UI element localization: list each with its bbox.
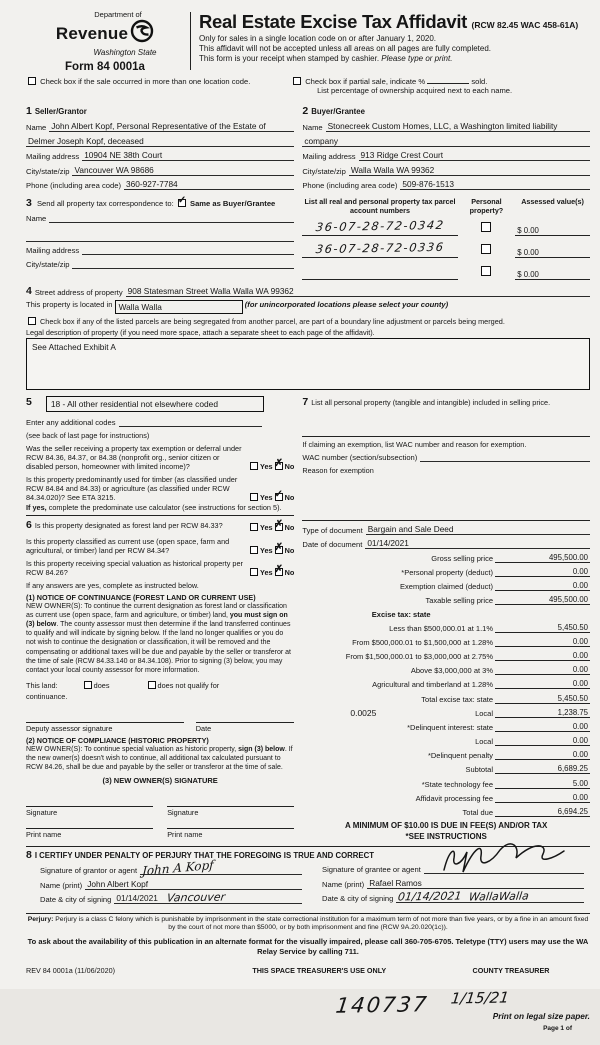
- correspondence-label: Send all property tax correspondence to:: [36, 198, 174, 208]
- header-note-2: This affidavit will not be accepted unless all areas on all pages are fully completed.: [199, 44, 492, 53]
- owner-signature-field-2[interactable]: Signature: [167, 795, 294, 817]
- treasurer-stamp-date: 1/15/21: [449, 988, 511, 1008]
- treasurer-use-label: THIS SPACE TREASURER'S USE ONLY: [252, 965, 387, 975]
- accessibility-note: To ask about the availability of this publication in an alternate format for the visually impaired, please call 360-705-6705. Teletype (TTY) users may use the WA Relay Service by calling 711.: [27, 937, 589, 956]
- legal-description-field[interactable]: See Attached Exhibit A: [26, 338, 590, 390]
- header-note-3: This form is your receipt when stamped by cashier. Please type or print.: [199, 54, 453, 63]
- page-number-note: Page 1 of: [543, 1024, 572, 1032]
- current-use-yes-checkbox[interactable]: [250, 546, 258, 554]
- new-owners-signature-title: (3) NEW OWNER(S) SIGNATURE: [102, 776, 218, 786]
- grantee-printed-name-field[interactable]: Rafael Ramos: [367, 878, 584, 889]
- subtotal-field[interactable]: 6,689.25: [495, 764, 590, 774]
- total-due-field[interactable]: 6,694.25: [495, 807, 590, 817]
- section-5: 5 18 - All other residential not elsewhere coded Enter any additional codes (see back of last page for instructions) Was the seller receiving a property tax exemption or deferral under RCW 84.36, 84.37, or 84.38 (nonprofit org., senior citizen or disabled person, homeowner with limited income)? Yes ✗ No Is this property predominantly used for timber (as classified under RCW 84.84 and 84.33) or agriculture (as classified under RCW 84.34.020)? See ETA 3215. Yes ✓ No If yes, complete the predominate use calculator (see instructions for section 5).: [26, 396, 294, 516]
- timber-yes-checkbox[interactable]: [250, 493, 258, 501]
- parcel-row-3: [302, 261, 590, 280]
- parcel-row-2: [302, 239, 590, 258]
- wac-number-field[interactable]: [420, 452, 590, 462]
- grantor-date-city-field[interactable]: 01/14/2021 Vancouver: [114, 893, 302, 904]
- header-divider: [190, 12, 191, 70]
- historic-no-checkbox[interactable]: ✗: [274, 563, 284, 575]
- street-address-field[interactable]: 908 Statesman Street Walla Walla WA 99362: [126, 286, 590, 297]
- form-header: [26, 10, 590, 73]
- affidavit-processing-fee-field[interactable]: 0.00: [495, 793, 590, 803]
- assessed-values-header: Assessed value(s): [521, 196, 584, 206]
- local-rate-field[interactable]: 0.0025: [350, 707, 377, 718]
- seller-title: Seller/Grantor: [34, 107, 87, 116]
- grantee-signature-field[interactable]: [424, 864, 584, 874]
- current-use-question: Is this property classified as current use (open space, farm and agricultural, or timber) land per RCW 84.34?: [26, 536, 230, 555]
- legal-description-label: Legal description of property (if you need more space, attach a separate sheet to each page of the affidavit).: [26, 328, 375, 337]
- forest-yes-checkbox[interactable]: [250, 523, 258, 531]
- parcel-row-1: [302, 217, 590, 236]
- multi-location-label: Check box if the sale occurred in more than one location code.: [40, 77, 251, 86]
- correspondence-mailing-field[interactable]: [82, 245, 294, 255]
- form-revision: REV 84 0001a (11/06/2020): [26, 965, 115, 975]
- excise-tier1-field[interactable]: 5,450.50: [495, 623, 590, 633]
- current-use-no-checkbox[interactable]: ✗: [274, 541, 284, 553]
- dor-logo-block: [26, 10, 184, 73]
- forest-no-checkbox[interactable]: ✗: [274, 519, 284, 531]
- segregated-checkbox[interactable]: [28, 317, 36, 325]
- county-select[interactable]: Walla Walla: [115, 300, 243, 314]
- personal-property-checkbox-2[interactable]: [481, 244, 491, 254]
- parcel-numbers-header: List all real and personal property tax parcel account numbers: [304, 196, 456, 215]
- section-6: 6 Is this property designated as forest land per RCW 84.33? Yes ✗ No Is this property classified as current use (open space, farm and agricultural, or timber) land per RCW 84.34? Yes ✗ No Is this property receiving special valuation as historical property per RCW 84.26? Yes ✗ No If any answers are yes, complete as instructed below. (1) NOTICE OF CONTINUANCE (FOREST LAND OR CURRENT USE) NEW OWNER(S): To continue the current designation as forest land or classification as current use (open space, farm and agriculture, or timber) land, you must sign on (3) below. The county assessor must then determine if the land transferred continues to qualify and will indicate by signing below. If the land no longer qualifies or you do not wish to continue the designation or classification, it will be removed and the compensating or additional taxes will be due and payable by the seller or transferor at the time of sale (RCW 84.33.140 or 84.34.108). Prior to signing (3) below, you may contact your local county assessor for more information. This land: does does not qualify for continuance. Deputy assessor signature Date (2) NOTICE OF COMPLIANCE (HISTORIC PROPERTY) NEW OWNER(S): To continue special valuation as historic property, sign (3) below. If the new owner(s) doesn't wish to continue, all additional tax calculated pursuant to RCW 84.26, shall be due and payable by the seller or transferor at the time of sale. (3) NEW OWNER(S) SIGNATURE Signature Signature Print name Print name: [26, 519, 295, 840]
- personal-property-checkbox-3[interactable]: [481, 266, 491, 276]
- notice1-body: NEW OWNER(S): To continue the current designation as forest land or classification as current use (open space, farm and agriculture, or timber) land, you must sign on (3) below. The county assessor must then determine if the land transferred continues to qualify and will indicate by signing below. If the land no longer qualifies or you do not wish to continue the designation or classification, it will be removed and the compensating or additional taxes will be due and payable by the seller or transferor at the time of sale (RCW 84.33.140 or 84.34.108). Prior to signing (3) below, you may contact your local county assessor for more information.: [26, 603, 291, 674]
- codes-note: (see back of last page for instructions): [26, 430, 150, 440]
- parcel-number-field-2[interactable]: 36-07-28-72-0336: [302, 239, 457, 258]
- county-treasurer-label: COUNTY TREASURER: [472, 965, 550, 975]
- section-8-certification: 8 I CERTIFY UNDER PENALTY OF PERJURY THAT THE FOREGOING IS TRUE AND CORRECT Signature of grantor or agent John A Kopf Name (print) John Albert Kopf Date & city of signing 01/14/2021 Vancouver Signature of grantee or agent Name (print) Rafael Ramos Date & city of signing 01/14/2021 WallaWalla: [26, 846, 590, 908]
- grantor-printed-name-field[interactable]: John Albert Kopf: [85, 879, 302, 890]
- gross-selling-price-field[interactable]: 495,500.00: [495, 553, 590, 563]
- excise-tier2-field[interactable]: 0.00: [495, 637, 590, 647]
- buyer-name-field[interactable]: Stonecreek Custom Homes, LLC, a Washington limited liability: [326, 121, 590, 132]
- deputy-signature-field[interactable]: Deputy assessor signature: [26, 711, 184, 733]
- excise-tier4-field[interactable]: 0.00: [495, 665, 590, 675]
- owner-printname-field-1[interactable]: Print name: [26, 817, 153, 839]
- seller-city-field[interactable]: Vancouver WA 98686: [72, 165, 294, 176]
- section-1-seller: 1 Seller/Grantor Name John Albert Kopf, Personal Representative of the Estate of Delmer Joseph Kopf, deceased Mailing address 10904 NE 38th Court City/state/zip Vancouver WA 98686 Phone (including area code) 360-927-7784: [26, 101, 302, 194]
- partial-sale-checkbox[interactable]: [293, 77, 301, 85]
- buyer-title: Buyer/Grantee: [311, 107, 365, 116]
- delinquent-interest-state-field[interactable]: 0.00: [495, 722, 590, 732]
- if-any-note: If any answers are yes, complete as instructed below.: [26, 580, 199, 590]
- reason-for-exemption-label: Reason for exemption: [302, 465, 374, 475]
- exemption-note: If claiming an exemption, list WAC number and reason for exemption.: [302, 440, 527, 450]
- treasurer-stamp-area: [26, 975, 590, 1045]
- delinquent-interest-local-field[interactable]: 0.00: [495, 736, 590, 746]
- minimum-due-note: A MINIMUM OF $10.00 IS DUE IN FEE(S) AND/OR TAX *SEE INSTRUCTIONS: [344, 821, 548, 841]
- correspondence-name-field[interactable]: [49, 213, 294, 223]
- county-note: (for unincorporated locations please select your county): [244, 300, 449, 309]
- partial-sale-note: List percentage of ownership acquired next to each name.: [317, 86, 513, 95]
- top-checkboxes: Check box if the sale occurred in more than one location code. Check box if partial sale, indicate % sold. List percentage of ownership acquired next to each name.: [26, 77, 590, 95]
- timber-question: Is this property predominantly used for timber (as classified under RCW 84.84 and 84.33) or agriculture (as classified under RCW 84.34.020)? See ETA 3215.: [26, 474, 238, 503]
- excise-tax-state-header: Excise tax: state: [371, 609, 431, 619]
- seller-exemption-no-checkbox[interactable]: ✗: [274, 457, 284, 469]
- section-3-correspondence: 3 Send all property tax correspondence to: ✓ Same as Buyer/Grantee Name Mailing address City/state/zip: [26, 197, 302, 283]
- personal-property-deduct-field[interactable]: 0.00: [495, 567, 590, 577]
- this-land-row: This land: does does not qualify for: [26, 680, 220, 690]
- form-title-rcw: (RCW 82.45 WAC 458-61A): [471, 20, 579, 30]
- treasurer-stamp-number: 140737: [334, 992, 430, 1018]
- personal-property-checkbox-1[interactable]: [481, 222, 491, 232]
- owner-printname-field-2[interactable]: Print name: [167, 817, 294, 839]
- form-title: Real Estate Excise Tax Affidavit: [199, 11, 468, 32]
- agency-line3: Washington State: [93, 48, 157, 57]
- assessed-value-field-1[interactable]: $ 0.00: [515, 226, 590, 236]
- excise-tier3-field[interactable]: 0.00: [495, 651, 590, 661]
- section-7: 7 List all personal property (tangible and intangible) included in selling price. If claiming an exemption, list WAC number and reason for exemption. WAC number (section/subsection) Reason for exemption Type of document Bargain and Sale Deed Date of document 01/14/2021 Gross selling price 495,500.00 *Personal property (deduct) 0.00 Exemption claimed (deduct) 0.00 Taxable selling price 495,500.00 Excise tax: state Less than $500,000.01 at 1.1% 5,450.50 From $500,000.01 to $1,500,000 at 1.28% 0.00 From $1,500,000.01 to $3,000,000 at 2.75% 0.00 Above $3,000,000 at 3% 0.00 Agricultural and timberland at 1.28% 0.00 Total excise tax: state 5,450.50 0.0025 Local 1,238.75 *Delinquent interest: state 0.00 Local 0.00 *Delinquent penalty 0.00 Subtotal 6,689.25 *State technology fee 5.00 Affidavit processing fee 0.00 Total due 6,694.25 A MINIMUM OF $10.00 IS DUE IN FEE(S) AND/OR TAX *SEE INSTRUCTIONS: [302, 396, 588, 841]
- historic-yes-checkbox[interactable]: [250, 568, 258, 576]
- seller-mailing-field[interactable]: 10904 NE 38th Court: [82, 150, 294, 161]
- forest-land-question: 6 Is this property designated as forest land per RCW 84.33?: [26, 519, 223, 532]
- seller-exemption-yes-checkbox[interactable]: [250, 462, 258, 470]
- grantor-signature-block: Signature of grantor or agent John A Kopf Name (print) John Albert Kopf Date & city of signing 01/14/2021 Vancouver: [26, 864, 308, 908]
- agency-line1: Department of: [94, 10, 142, 19]
- partial-sale-label: Check box if partial sale, indicate %: [305, 77, 426, 86]
- land-does-not-checkbox[interactable]: [148, 681, 156, 689]
- print-legal-size-note: Print on legal size paper.: [492, 1010, 590, 1021]
- segregated-label: Check box if any of the listed parcels are being segregated from another parcel, are part of a boundary line adjustment or parcels being merged.: [40, 317, 505, 326]
- same-as-buyer-checkbox[interactable]: ✓: [177, 194, 187, 206]
- land-does-checkbox[interactable]: [84, 681, 92, 689]
- agricultural-timberland-field[interactable]: 0.00: [495, 679, 590, 689]
- parcel-number-field-3[interactable]: [302, 261, 457, 280]
- seller-exemption-question: Was the seller receiving a property tax exemption or deferral under RCW 84.36, 84.37, or 84.38 (nonprofit org., senior citizen or disabled person, homeowner with limited income)?: [26, 443, 242, 471]
- notice2-title: (2) NOTICE OF COMPLIANCE (HISTORIC PROPERTY): [26, 735, 209, 745]
- local-tax-field[interactable]: 1,238.75: [495, 708, 590, 718]
- section-2-buyer: 2 Buyer/Grantee Name Stonecreek Custom Homes, LLC, a Washington limited liability company Mailing address 913 Ridge Crest Court City/state/zip Walla Walla WA 99362 Phone (including area code) 509-876-1513: [302, 101, 590, 194]
- agency-name: Revenue: [55, 23, 129, 43]
- use-code-field[interactable]: 18 - All other residential not elsewhere coded: [46, 396, 264, 412]
- doc-date-field[interactable]: 01/14/2021: [365, 538, 590, 549]
- total-excise-state-field[interactable]: 5,450.50: [495, 694, 590, 704]
- deputy-date-field[interactable]: Date: [196, 711, 295, 733]
- buyer-name-field-2[interactable]: company: [302, 136, 590, 147]
- state-technology-fee-field[interactable]: 5.00: [495, 779, 590, 789]
- historic-question: Is this property receiving special valuation as historical property per RCW 84.26?: [26, 558, 243, 577]
- grantee-signature-block: Signature of grantee or agent Name (print) Rafael Ramos Date & city of signing 01/14/2021 WallaWalla: [308, 864, 590, 908]
- seller-name-field-2[interactable]: Delmer Joseph Kopf, deceased: [26, 136, 294, 147]
- timber-no-checkbox[interactable]: ✓: [274, 489, 284, 501]
- correspondence-city-field[interactable]: [72, 259, 294, 269]
- multi-location-checkbox[interactable]: [28, 77, 36, 85]
- parcel-table: [302, 197, 590, 283]
- section-4-property: 4 Street address of property 908 Statesman Street Walla Walla WA 99362 This property is located in Walla Walla (for unincorporated locations please select your county) Check box if any of the listed parcels are being segregated from another parcel, are part of a boundary line adjustment or parcels being merged. Legal description of property (if you need more space, attach a separate sheet to each page of the affidavit). See Attached Exhibit A: [26, 285, 590, 391]
- footer-row: [26, 966, 590, 975]
- assessed-value-field-2[interactable]: $ 0.00: [515, 248, 590, 258]
- perjury-statement: Perjury: Perjury is a class C felony which is punishable by imprisonment in the state correctional institution for a maximum term of not more than five years, or by a fine in an amount fixed by the court of not more than $5000, or by both imprisonment and fine (RCW 9A.20.020(1c)).: [26, 913, 590, 934]
- seller-name-field[interactable]: John Albert Kopf, Personal Representative of the Estate of: [49, 121, 294, 132]
- notice2-body: NEW OWNER(S): To continue special valuation as historic property, sign (3) below. If the new owner(s) doesn't wish to continue, all additional tax calculated pursuant to RCW 84.26, shall be due and payable by the seller or transferor at the time of sale.: [26, 745, 293, 771]
- notice1-title: (1) NOTICE OF CONTINUANCE (FOREST LAND OR CURRENT USE): [26, 593, 256, 603]
- delinquent-penalty-field[interactable]: 0.00: [495, 750, 590, 760]
- buyer-mailing-field[interactable]: 913 Ridge Crest Court: [359, 150, 590, 161]
- assessed-value-field-3[interactable]: $ 0.00: [515, 270, 590, 280]
- header-note-1: Only for sales in a single location code on or after January 1, 2020.: [199, 34, 437, 43]
- owner-signature-field-1[interactable]: Signature: [26, 795, 153, 817]
- taxable-selling-price-field[interactable]: 495,500.00: [495, 595, 590, 605]
- same-as-buyer-label: Same as Buyer/Grantee: [190, 198, 276, 208]
- grantee-date-city-field[interactable]: 01/14/2021 WallaWalla: [396, 892, 584, 903]
- buyer-phone-field[interactable]: 509-876-1513: [400, 179, 590, 190]
- seller-phone-field[interactable]: 360-927-7784: [124, 179, 294, 190]
- grantor-signature-field[interactable]: John A Kopf: [140, 864, 302, 875]
- grantee-signature-scribble: [436, 838, 566, 876]
- partial-sale-percent-field[interactable]: [427, 83, 469, 84]
- form-number: Form 84 0001a: [65, 61, 145, 73]
- additional-codes-field[interactable]: [119, 417, 263, 427]
- exemption-claimed-field[interactable]: 0.00: [495, 581, 590, 591]
- certify-statement: I CERTIFY UNDER PENALTY OF PERJURY THAT THE FOREGOING IS TRUE AND CORRECT: [34, 851, 375, 860]
- dor-logo-icon: [130, 19, 154, 48]
- correspondence-extra-field[interactable]: [26, 232, 294, 242]
- parcel-number-field-1[interactable]: 36-07-28-72-0342: [302, 217, 457, 236]
- timber-note: If yes, complete the predominate use calculator (see instructions for section 5).: [26, 503, 282, 513]
- doc-type-field[interactable]: Bargain and Sale Deed: [366, 524, 590, 535]
- buyer-city-field[interactable]: Walla Walla WA 99362: [349, 165, 590, 176]
- personal-property-intro: 7 List all personal property (tangible and intangible) included in selling price.: [302, 396, 551, 408]
- personal-property-header: Personal property?: [469, 196, 504, 215]
